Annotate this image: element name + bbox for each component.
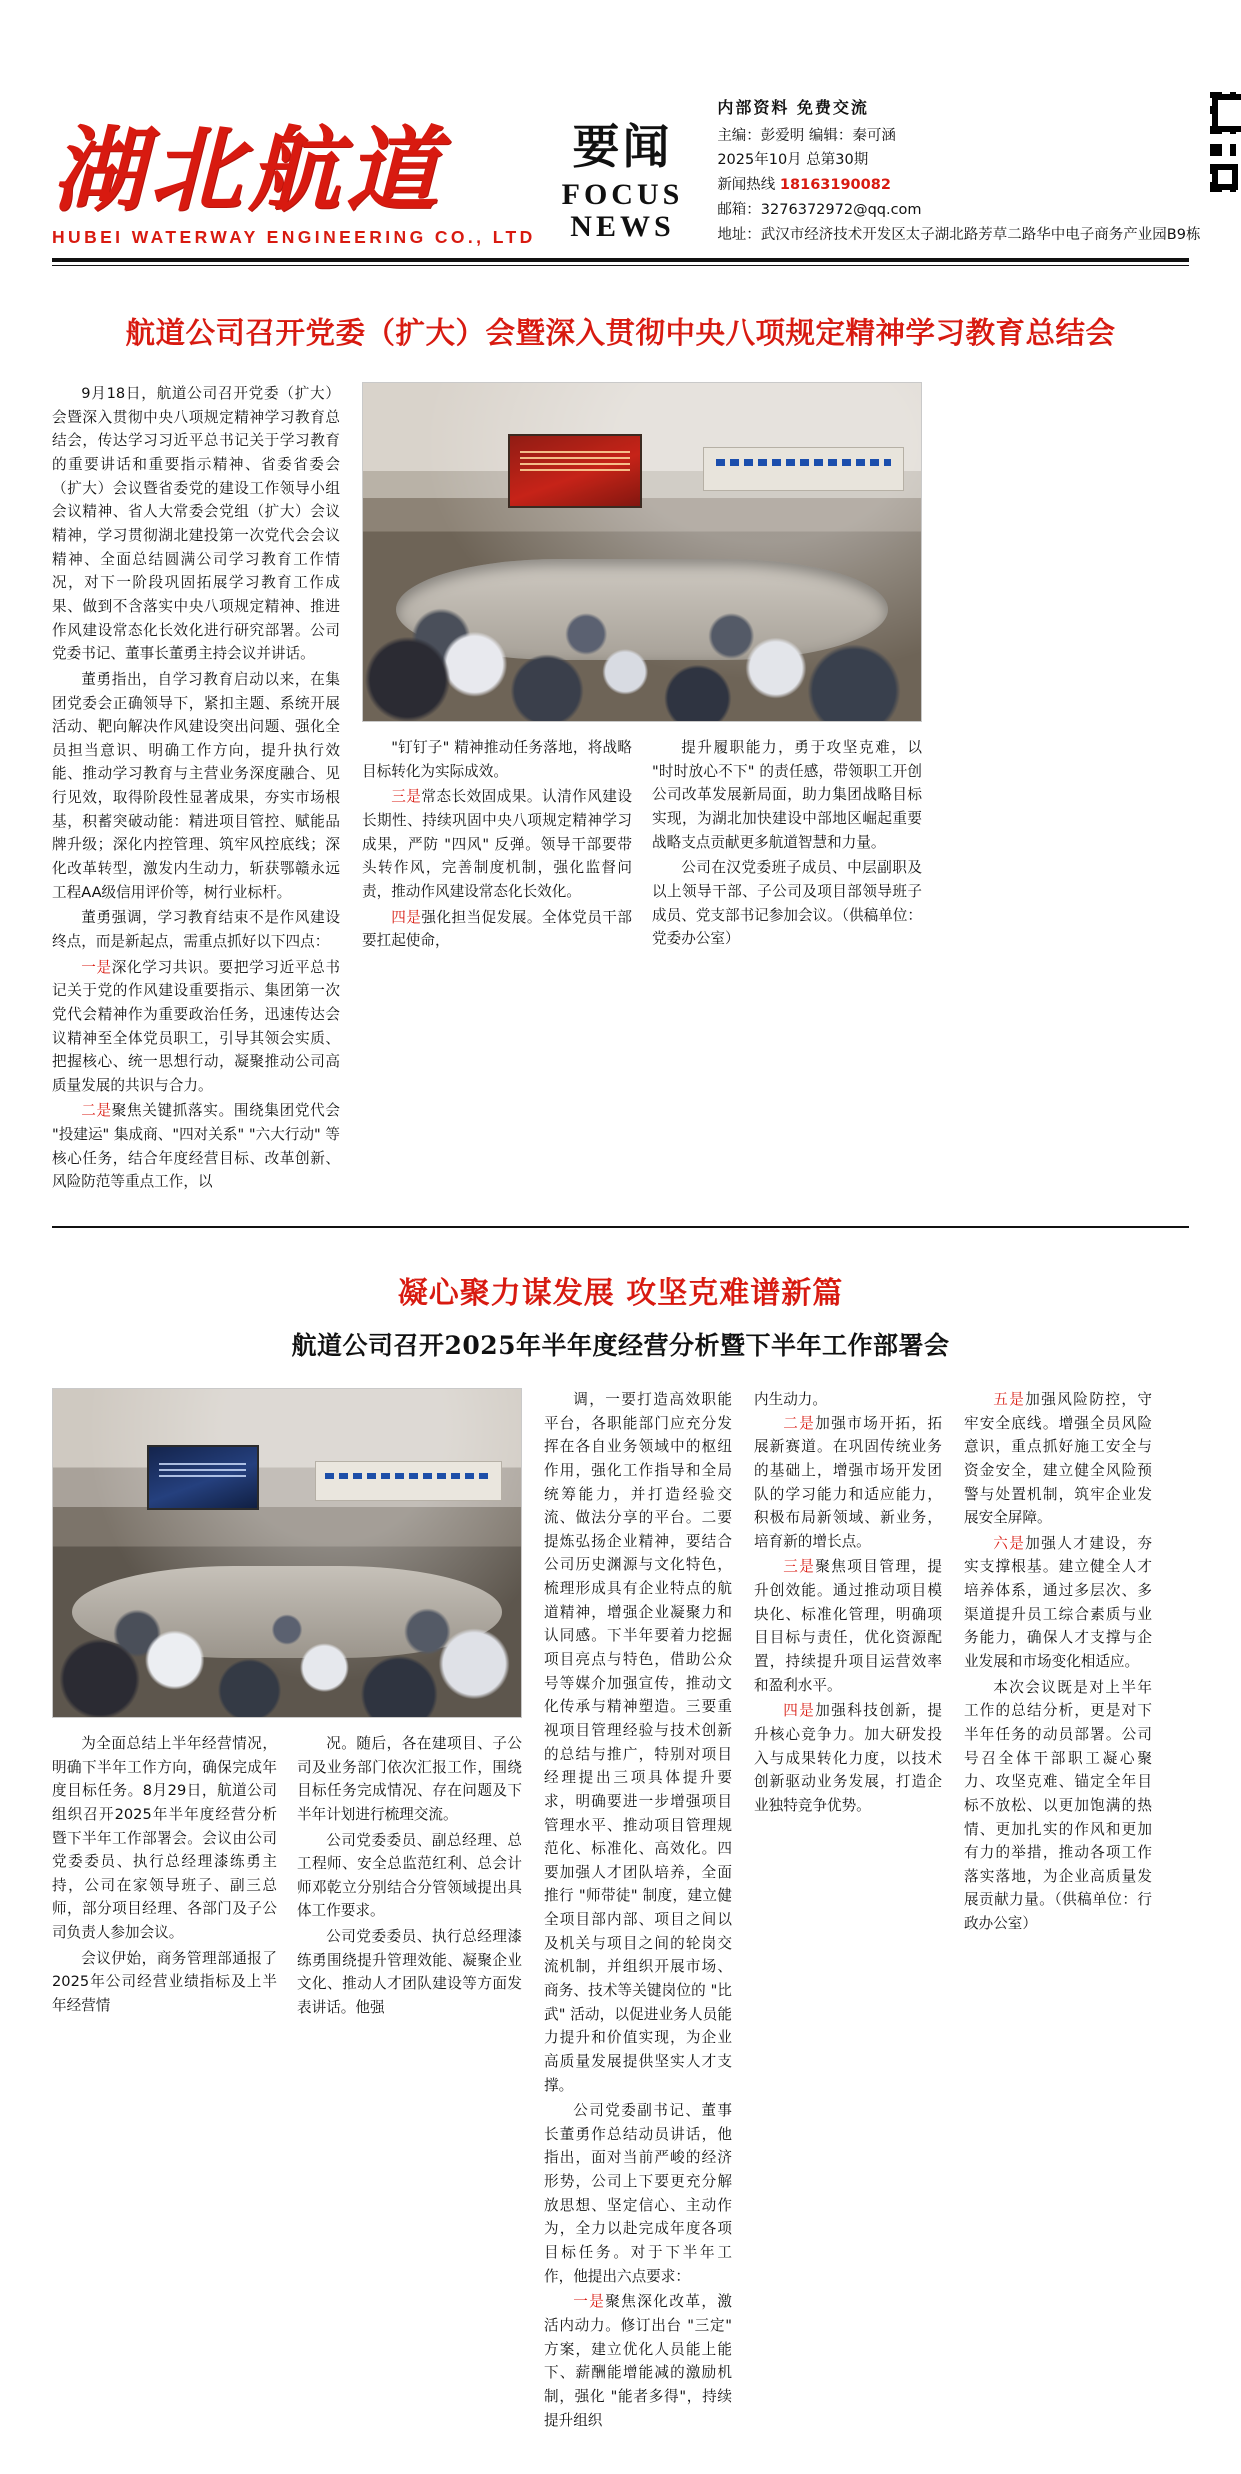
article2-list-item xyxy=(964,1532,1152,1674)
article2-paragraph: 会议伊始，商务管理部通报了2025年公司经营业绩指标及上半年经营情 xyxy=(52,1949,277,2015)
article1-list-item xyxy=(362,785,632,903)
article2-column-1 xyxy=(52,1732,277,2022)
masthead-info-email: 邮箱：3276372972@qq.com xyxy=(717,202,922,219)
photo-wall-banner xyxy=(703,447,904,491)
list-text: 深化学习共识。要把学习近平总书记关于党的作风建设重要指示、集团第一次党代会精神作为重要政治任务，迅速传达会议精神至全体党员职工，引导其领会实质、把握核心、统一思想行动，凝聚推动公司高质量发展的共识与合力。 xyxy=(52,958,340,1094)
qr-code-icon[interactable] xyxy=(1210,92,1241,192)
list-text: 强化担当促发展。全体党员干部要扛起使命， xyxy=(362,908,632,950)
hotline-label: 新闻热线 xyxy=(717,177,776,194)
hotline-number: 18163190082 xyxy=(779,177,891,194)
article2-left-columns xyxy=(52,1732,522,2022)
article2-paragraph: 公司党委委员、副总经理、总工程师、安全总监范红利、总会计师邓乾立分别结合分管领域提出具体工作要求。 xyxy=(297,1831,522,1920)
article2-list-item xyxy=(964,1388,1152,1530)
masthead-info-address: 地址：武汉市经济技术开发区太子湖北路芳草二路华中电子商务产业园B9栋 xyxy=(717,227,1201,244)
article2-list-item xyxy=(544,2290,732,2432)
list-text: 加强人才建设，夯实支撑根基。建立健全人才培养体系，通过多层次、多渠道提升员工综合素质与业务能力，确保人才支撑与企业发展和市场变化相适应。 xyxy=(964,1534,1152,1671)
article1-column-1 xyxy=(52,382,340,1196)
article1-column-3 xyxy=(652,736,922,955)
article2-paragraph-continued: 内生动力。 xyxy=(754,1390,827,1408)
article2-column-4 xyxy=(754,1388,942,2434)
photo-wall-banner xyxy=(315,1461,502,1500)
logo-title-cn: 湖北航道 xyxy=(52,116,445,225)
list-text: 常态长效固成果。认清作风建设长期性、持续巩固中央八项规定精神学习成果，严防 "四风" 反弹。领导干部要带头转作风，完善制度机制，强化监督问责，推动作风建设常态化长效化。 xyxy=(362,788,632,901)
article1-list-item xyxy=(52,956,340,1098)
article2-headline-sub: 航道公司召开2025年半年度经营分析暨下半年工作部署会 xyxy=(291,1330,950,1360)
article2-list-item xyxy=(754,1412,942,1554)
article2-column-2 xyxy=(297,1732,522,2022)
article2-paragraph: 调，一要打造高效职能平台，各职能部门应充分发挥在各自业务领域中的枢纽作用，强化工作指导和全局统筹能力，并打造经验交流、做法分享的平台。二要提炼弘扬企业精神，要结合公司历史渊源与文化特色，梳理形成具有企业特点的航道精神，增强企业凝聚力和认同感。下半年要着力挖掘项目亮点与特色，借助公众号等媒介加强宣传，推动文化传承与精神塑造。三要重视项目管理经验与技术创新的总结与推广，特别对项目经理提出三项具体提升要求，明确要进一步增强项目管理水平、推动项目管理规范化、标准化、高效化。四要加强人才团队培养，全面推行 "师带徒" 制度，建立健全项目部内部、项目之间以及机关与项目之间的轮岗交流机制，并组织开展市场、商务、技术等关键岗位的 "比武" 活动，以促进业务人员能力提升和价值实现，为企业高质量发展提供坚实人才支撑。 xyxy=(544,1390,732,2094)
list-marker: 一是 xyxy=(81,958,112,976)
masthead-info-distribution: 内部资料 免费交流 xyxy=(717,98,869,117)
photo-attendees xyxy=(53,1527,521,1717)
article2-body xyxy=(52,1388,1189,2434)
article1-paragraph: "钉钉子" 精神推动任务落地，将战略目标转化为实际成效。 xyxy=(362,739,632,780)
article2-column-3 xyxy=(544,1388,732,2434)
masthead-info-hotline xyxy=(717,173,1200,198)
article1-paragraph: 公司在汉党委班子成员、中层副职及以上领导干部、子公司及项目部领导班子成员、党支部书记参加会议。（供稿单位：党委办公室） xyxy=(652,859,922,948)
article2-paragraph: 公司党委副书记、董事长董勇作总结动员讲话，他指出，面对当前严峻的经济形势，公司上下要更充分解放思想、坚定信心、主动作为，全力以赴完成年度各项目标任务。对于下半年工作，他提出六点要求： xyxy=(544,2102,732,2285)
masthead-rule-thin xyxy=(52,265,1189,266)
list-text: 聚焦项目管理，提升创效能。通过推动项目模块化、标准化管理，明确项目目标与责任，优化资源配置，持续提升项目运营效率和盈利水平。 xyxy=(754,1558,942,1694)
list-text: 加强市场开拓，拓展新赛道。在巩固传统业务的基础上，增强市场开发团队的学习能力和适应能力，积极布局新领域、新业务，培育新的增长点。 xyxy=(754,1414,942,1550)
article1-column-2 xyxy=(362,736,632,955)
article2-column-5 xyxy=(964,1388,1152,2434)
article1-paragraph: 董勇指出，自学习教育启动以来，在集团党委会正确领导下，紧扣主题、系统开展活动、靶向解决作风建设突出问题、强化全员担当意识、明确工作方向，提升执行效能、推动学习教育与主营业务深度融合、见行见效，取得阶段性显著成果，夯实市场根基，积蓄突破动能：精进项目管控、赋能品牌升级；深化内控管理、筑牢风控底线；深化改革转型，激发内生动力，斩获鄂赣永远工程AA级信用评价等，树行业标杆。 xyxy=(52,670,340,901)
list-marker: 四是 xyxy=(391,908,422,926)
list-marker: 六是 xyxy=(993,1534,1026,1552)
article1-center-columns xyxy=(362,736,922,955)
article1-paragraph: 9月18日，航道公司召开党委（扩大）会暨深入贯彻中央八项规定精神学习教育总结会，传达学习习近平总书记关于学习教育的重要讲话和重要指示精神、省委省委会（扩大）会议暨省委党的建设工作领导小组会议精神、省人大常委会党组（扩大）会议精神，学习贯彻湖北建投第一次党代会会议精神、全面总结圆满公司学习教育工作情况，对下一阶段巩固拓展学习教育工作成果、做到不含落实中央八项规定精神、推进作风建设常态化长效化进行研究部署。公司党委书记、董事长董勇主持会议并讲话。 xyxy=(52,385,340,663)
masthead-rule-thick xyxy=(52,258,1189,262)
list-text: 加强风险防控，守牢安全底线。增强全员风险意识，重点抓好施工安全与资金安全，建立健全风险预警与处置机制，筑牢企业发展安全屏障。 xyxy=(964,1390,1152,1527)
article1-body xyxy=(52,382,1189,1196)
article-divider xyxy=(52,1226,1189,1228)
article1-paragraph: 提升履职能力，勇于攻坚克难，以 "时时放心不下" 的责任感，带领职工开创公司改革发展新局面，助力集团战略目标实现，为湖北加快建设中部地区崛起重要战略支点贡献更多航道智慧和力量。 xyxy=(652,739,922,851)
masthead-info xyxy=(717,94,1200,248)
list-marker: 三是 xyxy=(391,788,422,806)
photo-attendees xyxy=(363,532,921,721)
article2-paragraph: 为全面总结上半年经营情况，明确下半年工作方向，确保完成年度目标任务。8月29日，航道公司组织召开2025年半年度经营分析暨下半年工作部署会。会议由公司党委委员、执行总经理漆练勇主持，公司在家领导班子、副三总师，部分项目经理、各部门及子公司负责人参加会议。 xyxy=(52,1734,277,1942)
section-badge-cn: 要闻 xyxy=(572,120,673,176)
article2-left-block xyxy=(52,1388,522,2434)
section-badge xyxy=(561,120,684,244)
publication-logo xyxy=(52,116,536,248)
list-marker: 二是 xyxy=(81,1102,112,1120)
qr-code-wrap xyxy=(1210,92,1241,192)
section-badge-en-line2: NEWS xyxy=(570,210,675,244)
masthead-info-issue: 2025年10月 总第30期 xyxy=(717,152,869,169)
article1-list-item xyxy=(362,906,632,953)
article1-photo xyxy=(362,382,922,722)
list-marker: 五是 xyxy=(993,1390,1026,1408)
article2-photo xyxy=(52,1388,522,1718)
article2-list-item xyxy=(754,1699,942,1817)
masthead-left xyxy=(52,58,1200,248)
list-marker: 二是 xyxy=(783,1414,816,1432)
article1-headline: 航道公司召开党委（扩大）会暨深入贯彻中央八项规定精神学习教育总结会 xyxy=(125,315,1116,351)
article1-paragraph: 董勇强调，学习教育结束不是作风建设终点，而是新起点，需重点抓好以下四点： xyxy=(52,909,340,950)
list-marker: 四是 xyxy=(783,1702,816,1720)
masthead-info-editors: 主编：彭爱明 编辑：秦可涵 xyxy=(717,127,896,144)
photo-projection-screen xyxy=(508,434,642,508)
article2-paragraph: 本次会议既是对上半年工作的总结分析，更是对下半年任务的动员部署。公司号召全体干部职工凝心聚力、攻坚克难、锚定全年目标不放松、以更加饱满的热情、更加扎实的作风和更加有力的举措，推动各项工作落实落地，为企业高质量发展贡献力量。（供稿单位：行政办公室） xyxy=(964,1678,1152,1933)
list-marker: 三是 xyxy=(783,1558,816,1576)
article2-headline-top: 凝心聚力谋发展 攻坚克难谱新篇 xyxy=(397,1275,844,1311)
list-text: 聚焦深化改革，激活内动力。修订出台 "三定" 方案，建立优化人员能上能下、薪酬能增能减的激励机制，强化 "能者多得"，持续提升组织 xyxy=(544,2293,732,2429)
masthead xyxy=(52,58,1201,254)
article2-paragraph: 况。随后，各在建项目、子公司及业务部门依次汇报工作，围绕目标任务完成情况、存在问题及下半年计划进行梳理交流。 xyxy=(297,1734,522,1823)
article2-list-item xyxy=(754,1555,942,1697)
section-badge-en-line1: FOCUS xyxy=(561,178,684,212)
article1-list-item xyxy=(52,1099,340,1194)
article2-paragraph: 公司党委委员、执行总经理漆练勇围绕提升管理效能、凝聚企业文化、推动人才团队建设等方面发表讲话。他强 xyxy=(297,1928,522,2017)
logo-title-en: HUBEI WATERWAY ENGINEERING CO., LTD xyxy=(52,227,536,248)
article1-center-block xyxy=(362,382,922,1196)
list-marker: 一是 xyxy=(573,2293,606,2311)
photo-projection-screen xyxy=(147,1445,259,1511)
list-text: 加强科技创新，提升核心竞争力。加大研发投入与成果转化力度，以技术创新驱动业务发展，打造企业独特竞争优势。 xyxy=(754,1702,942,1814)
list-text: 聚焦关键抓落实。围绕集团党代会 "投建运" 集成商、"四对关系" "六大行动" 等核心任务，结合年度经营目标、改革创新、风险防范等重点工作，以 xyxy=(52,1102,340,1191)
